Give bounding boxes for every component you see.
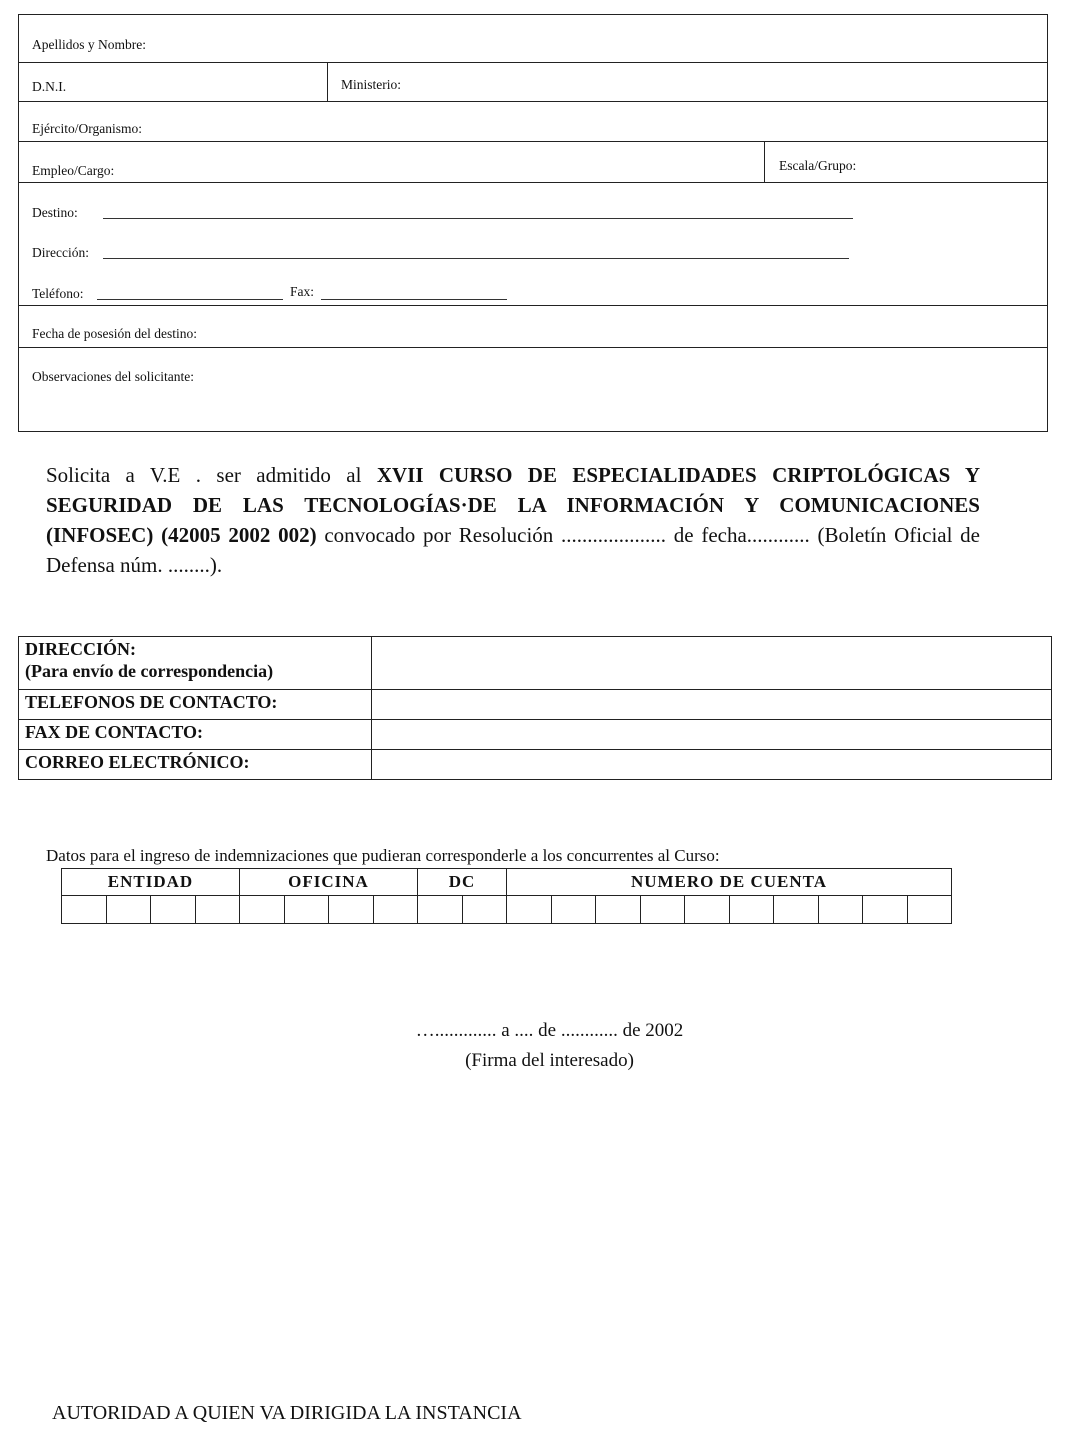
table-row [62, 869, 952, 896]
entidad-digit-cell[interactable] [195, 896, 240, 924]
destino-label: Destino: [32, 205, 78, 220]
form-divider [19, 62, 1047, 63]
empleo-cargo-label: Empleo/Cargo: [32, 163, 115, 178]
dc-header: DC [418, 869, 507, 896]
numero-cuenta-header: NUMERO DE CUENTA [507, 869, 952, 896]
cuenta-digit-cell[interactable] [863, 896, 908, 924]
contact-label-cell [19, 637, 372, 690]
course-title: XVII CURSO DE ESPECIALIDADES CRIPTOLÓGICAS Y SEGURIDAD DE LAS TECNOLOGÍAS·DE LA INFORMACIÓN Y COMUNICACIONES (INFOSEC) (42005 2002 002) [46, 463, 981, 547]
telefono-field[interactable] [97, 299, 283, 300]
fax-field[interactable] [321, 299, 507, 300]
cuenta-digit-cell[interactable] [685, 896, 730, 924]
authority-footer: AUTORIDAD A QUIEN VA DIRIGIDA LA INSTANCIA [52, 1402, 522, 1424]
cuenta-digit-cell[interactable] [640, 896, 685, 924]
cuenta-digit-cell[interactable] [907, 896, 952, 924]
form-divider [19, 141, 1047, 142]
escala-grupo-label: Escala/Grupo: [779, 158, 857, 173]
bank-account-table [61, 868, 952, 924]
ejercito-organismo-label: Ejército/Organismo: [32, 121, 142, 136]
telefono-label: Teléfono: [32, 286, 84, 301]
dc-digit-cell[interactable] [418, 896, 463, 924]
date-line: …............. a .... de ............ de 2002 [415, 1020, 684, 1041]
telefonos-contacto-label: TELEFONOS DE CONTACTO: [19, 690, 372, 720]
oficina-digit-cell[interactable] [240, 896, 285, 924]
contact-table [18, 636, 1052, 780]
dc-digit-cell[interactable] [462, 896, 507, 924]
observaciones-label: Observaciones del solicitante: [32, 369, 194, 384]
cuenta-digit-cell[interactable] [507, 896, 552, 924]
form-divider [327, 62, 328, 101]
fax-label: Fax: [290, 284, 315, 299]
oficina-header: OFICINA [240, 869, 418, 896]
form-divider [19, 347, 1047, 348]
cuenta-digit-cell[interactable] [551, 896, 596, 924]
oficina-digit-cell[interactable] [373, 896, 418, 924]
entidad-header: ENTIDAD [62, 869, 240, 896]
bank-caption: Datos para el ingreso de indemnizaciones que pudieran corresponderle a los concurrentes al Curso: [46, 846, 720, 865]
table-row [19, 637, 1052, 690]
table-row [19, 690, 1052, 720]
cuenta-digit-cell[interactable] [774, 896, 819, 924]
direccion-contacto-sublabel: (Para envío de correspondencia) [25, 661, 274, 681]
request-intro: Solicita a V.E . ser admitido al [46, 463, 362, 487]
form-divider [19, 305, 1047, 306]
form-divider [764, 141, 765, 182]
direccion-label: Dirección: [32, 245, 89, 260]
signature-caption: (Firma del interesado) [465, 1050, 634, 1071]
table-row [19, 750, 1052, 780]
oficina-digit-cell[interactable] [284, 896, 329, 924]
fax-contacto-label: FAX DE CONTACTO: [19, 720, 372, 750]
fecha-posesion-label: Fecha de posesión del destino: [32, 326, 197, 341]
personal-data-form [18, 14, 1048, 432]
oficina-digit-cell[interactable] [329, 896, 374, 924]
destino-field[interactable] [103, 218, 853, 219]
direccion-field[interactable] [103, 258, 849, 259]
direccion-contacto-label: DIRECCIÓN: [25, 639, 137, 659]
cuenta-digit-cell[interactable] [729, 896, 774, 924]
table-row [19, 720, 1052, 750]
telefonos-contacto-field[interactable] [372, 690, 1052, 720]
ministerio-label: Ministerio: [341, 77, 401, 92]
cuenta-digit-cell[interactable] [596, 896, 641, 924]
entidad-digit-cell[interactable] [106, 896, 151, 924]
fax-contacto-field[interactable] [372, 720, 1052, 750]
correo-electronico-field[interactable] [372, 750, 1052, 780]
dni-label: D.N.I. [32, 79, 67, 94]
entidad-digit-cell[interactable] [151, 896, 196, 924]
apellidos-nombre-label: Apellidos y Nombre: [32, 37, 146, 52]
direccion-contacto-field[interactable] [372, 637, 1052, 690]
table-row [62, 896, 952, 924]
request-rest: convocado por Resolución .................... de fecha............ (Boletín Oficial de Defensa núm. ........). [46, 523, 980, 577]
entidad-digit-cell[interactable] [62, 896, 107, 924]
request-paragraph [46, 460, 980, 580]
form-divider [19, 182, 1047, 183]
form-divider [19, 101, 1047, 102]
cuenta-digit-cell[interactable] [818, 896, 863, 924]
correo-electronico-label: CORREO ELECTRÓNICO: [19, 750, 372, 780]
